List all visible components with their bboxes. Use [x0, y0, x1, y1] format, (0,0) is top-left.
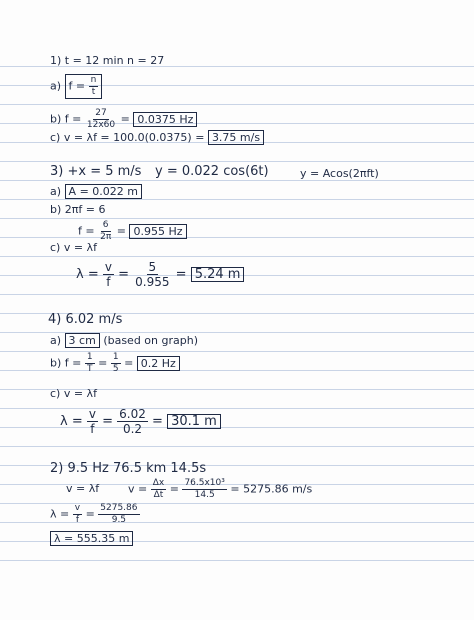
p1-a-fraction [89, 75, 99, 98]
p2-l-fraction2 [98, 503, 139, 526]
p4-a-label: a) [50, 334, 62, 347]
p4-b-fraction2 [111, 352, 121, 375]
p2-v2-text: v = [128, 482, 148, 496]
p3-l-fraction2 [133, 260, 171, 289]
p4-b-eq2: = [124, 356, 134, 370]
p3-wavelength [76, 260, 244, 289]
p4-b-den1: T [86, 364, 93, 374]
p4-l-eq2: = [152, 414, 163, 429]
p3-part-a [50, 184, 142, 199]
p3-l-text: λ = [76, 267, 99, 282]
p3-l-den2: 0.955 [135, 275, 170, 289]
p3-l-answer: 5.24 m [191, 267, 245, 282]
p4-b-den2: 5 [112, 364, 119, 374]
p2-answer: λ = 555.35 m [50, 531, 133, 546]
p4-b-label: b) [50, 356, 62, 370]
p2-l-fraction1 [73, 503, 82, 526]
p4-b-num1: 1 [86, 352, 93, 362]
p3-a-label: a) [50, 185, 62, 198]
p3-l-fraction1 [103, 260, 114, 289]
p2-l-num1: v [74, 503, 81, 513]
p3-heading: 3) +x = 5 m/s [50, 164, 142, 179]
p4-b-num2: 1 [112, 352, 119, 362]
p2-heading: 2) 9.5 Hz 76.5 km 14.5s [50, 461, 207, 476]
p1-b-eq: = [120, 112, 130, 126]
p3-frequency [78, 220, 187, 243]
p2-l-den2: 9.5 [111, 515, 127, 525]
p4-l-num2: 6.02 [119, 407, 146, 421]
p4-l-num1: v [88, 407, 96, 421]
p1-b-text: f = [64, 112, 82, 126]
p3-f-den: 2π [100, 232, 112, 242]
p4-l-eq1: = [102, 414, 114, 429]
p4-b-answer: 0.2 Hz [137, 356, 180, 371]
p3-f-fraction [98, 220, 113, 243]
p2-v2-eq: = [169, 482, 179, 496]
p1-c-answer: 3.75 m/s [208, 130, 264, 145]
p2-v3-den: 14.5 [194, 490, 215, 500]
p1-b-num: 27 [95, 108, 107, 118]
p1-c-text: c) v = λf = 100.0(0.0375) = [50, 131, 205, 144]
p2-wavelength [50, 503, 140, 526]
p3-l-eq2: = [175, 267, 187, 282]
p2-v2-fraction [151, 478, 166, 501]
p4-l-fraction1 [87, 407, 98, 436]
p3-f-eq: = [116, 224, 126, 238]
p1-part-c [50, 130, 264, 145]
p2-v2-num: Δx [152, 478, 165, 488]
p3-f-answer: 0.955 Hz [129, 224, 186, 239]
p2-l-den1: f [75, 515, 79, 525]
p2-v2-den: Δt [153, 490, 164, 500]
p3-f-num: 6 [102, 220, 109, 230]
p2-v3-result: = 5275.86 m/s [230, 482, 313, 496]
p3-l-eq1: = [118, 267, 130, 282]
p3-f-text: f = [78, 224, 95, 238]
p4-part-b [50, 352, 180, 375]
p4-l-den2: 0.2 [122, 422, 143, 436]
p1-a-num: n [90, 75, 97, 85]
p1-b-label: b) [50, 112, 62, 126]
p2-velocity-calc [128, 478, 312, 501]
p2-l-text: λ = [50, 507, 70, 521]
p1-b-den: 12x60 [86, 120, 116, 130]
p2-answer-row [50, 531, 133, 546]
p4-l-fraction2 [117, 407, 148, 436]
p4-l-text: λ = [60, 414, 83, 429]
p4-b-fraction1 [85, 352, 95, 375]
p2-l-num2: 5275.86 [100, 503, 138, 513]
p2-v3-fraction [182, 478, 226, 501]
p4-part-c: c) v = λf [50, 387, 97, 400]
p4-l-den1: f [90, 422, 95, 436]
p1-b-fraction [85, 108, 117, 131]
p2-velocity-formula: v = λf [66, 482, 100, 495]
p3-a-answer: A = 0.022 m [65, 184, 142, 199]
p4-l-answer: 30.1 m [167, 414, 221, 429]
p1-heading: 1) t = 12 min n = 27 [50, 54, 165, 67]
p1-a-box [65, 74, 103, 99]
p1-a-label: a) [50, 79, 62, 93]
p3-l-den1: f [106, 275, 111, 289]
p4-b-text: f = [64, 356, 82, 370]
p4-b-eq1: = [98, 356, 108, 370]
p4-a-note: (based on graph) [103, 334, 198, 347]
p3-general-equation: y = Acos(2πft) [300, 167, 379, 180]
p4-part-a [50, 333, 198, 348]
p3-equation: y = 0.022 cos(6t) [155, 164, 269, 179]
p4-wavelength [60, 407, 221, 436]
p3-part-c: c) v = λf [50, 241, 97, 254]
p1-b-answer: 0.0375 Hz [133, 112, 197, 127]
p1-part-b [50, 108, 197, 131]
p4-a-answer: 3 cm [65, 333, 100, 348]
p2-v3-num: 76.5x10³ [184, 478, 225, 488]
p1-a-text: f = [68, 79, 86, 93]
p3-l-num1: v [104, 260, 112, 274]
p1-part-a [50, 74, 102, 99]
p3-l-num2: 5 [148, 260, 157, 274]
p1-a-den: t [91, 87, 96, 97]
p3-part-b: b) 2πf = 6 [50, 203, 106, 216]
p4-heading: 4) 6.02 m/s [48, 312, 123, 327]
p2-l-eq1: = [85, 507, 95, 521]
